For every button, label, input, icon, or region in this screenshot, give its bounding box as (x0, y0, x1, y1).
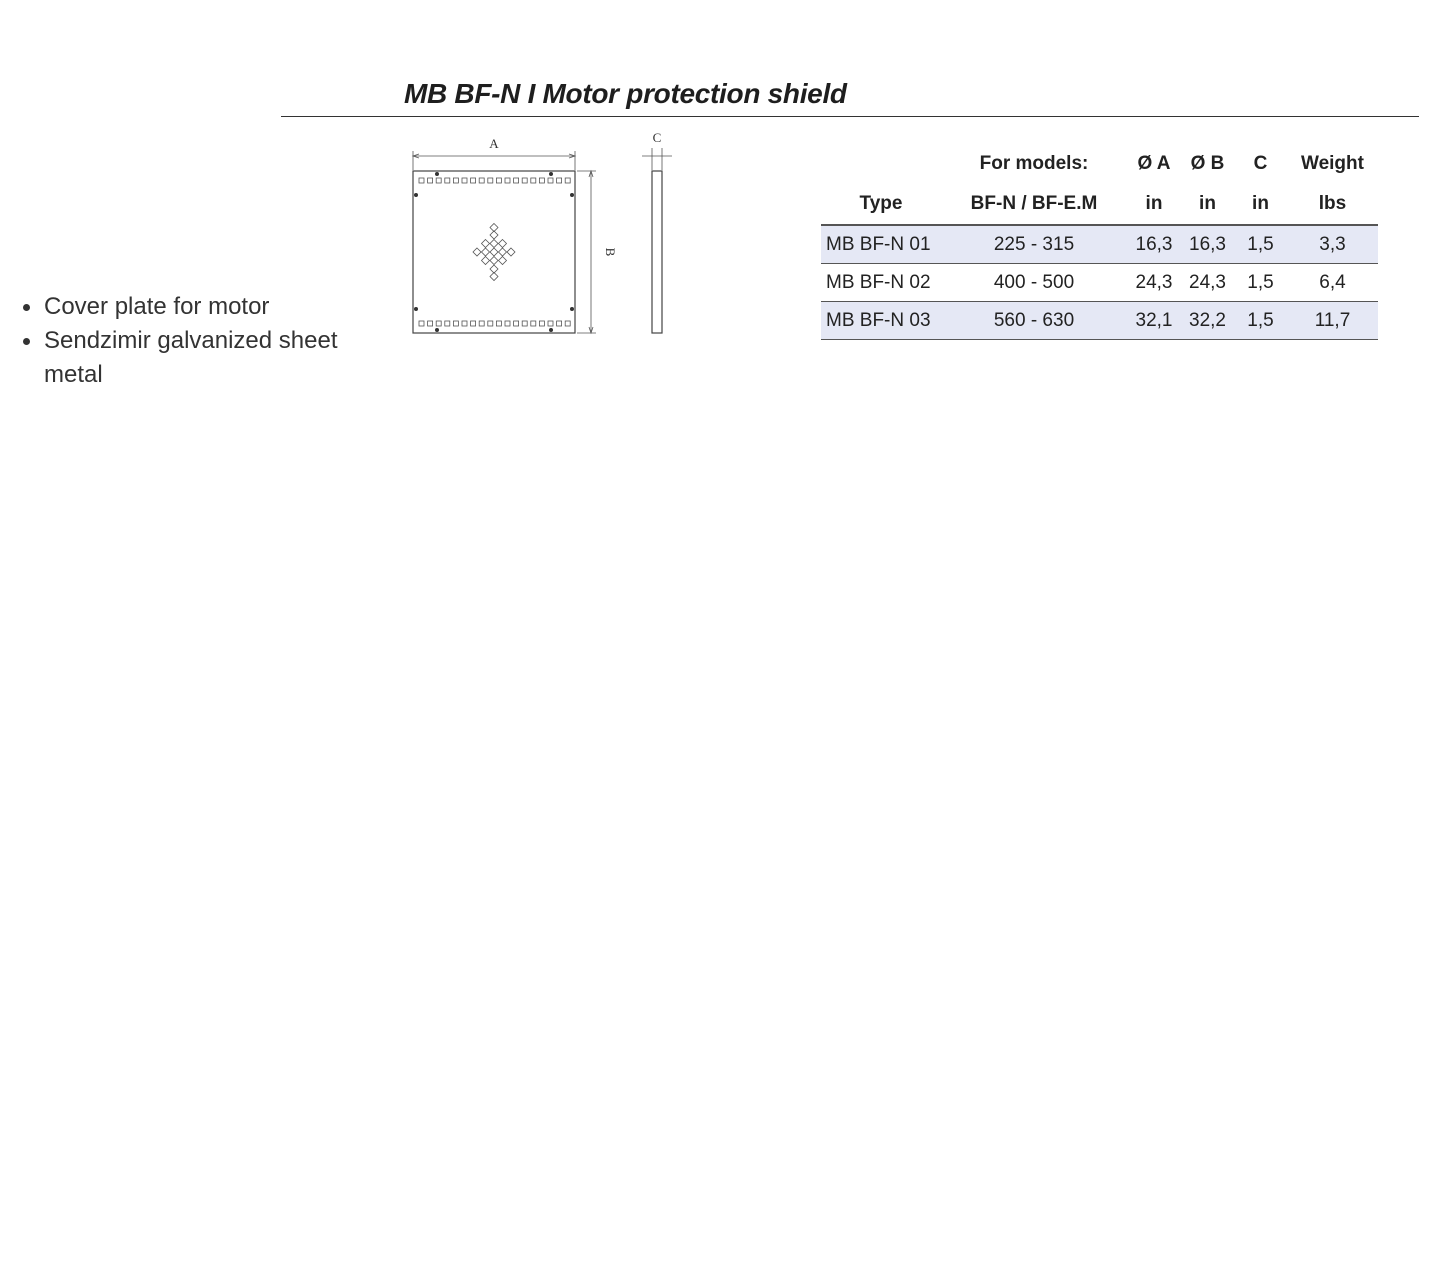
technical-drawing (400, 126, 690, 341)
cell-diameter-a: 24,3 (1127, 264, 1181, 302)
cell-type: MB BF-N 03 (821, 302, 941, 340)
table-header-row (821, 144, 1378, 184)
cell-weight: 6,4 (1287, 264, 1378, 302)
col-header: Weight (1301, 153, 1364, 174)
table-row (821, 225, 1378, 264)
plate-side (652, 171, 662, 333)
label-b: B (603, 247, 618, 257)
cell-models: 560 - 630 (941, 302, 1127, 340)
label-c: C (652, 130, 662, 145)
dimension-a (413, 151, 575, 170)
cell-c: 1,5 (1234, 225, 1287, 264)
label-a: A (489, 136, 499, 151)
cell-weight: 11,7 (1287, 302, 1378, 340)
col-header (821, 144, 941, 184)
cell-c: 1,5 (1234, 302, 1287, 340)
col-unit: Type (821, 184, 941, 225)
title-divider (281, 116, 1419, 117)
spec-table (821, 144, 1378, 340)
col-unit: in (1181, 184, 1234, 225)
dimension-b (577, 171, 596, 333)
dimension-c (642, 148, 672, 170)
cell-diameter-a: 32,1 (1127, 302, 1181, 340)
cell-diameter-b: 32,2 (1181, 302, 1234, 340)
cell-type: MB BF-N 02 (821, 264, 941, 302)
cell-c: 1,5 (1234, 264, 1287, 302)
col-unit: BF-N / BF-E.M (941, 184, 1127, 225)
col-unit: lbs (1287, 184, 1378, 225)
cell-models: 400 - 500 (941, 264, 1127, 302)
col-header: C (1253, 153, 1268, 174)
feature-item: Cover plate for motor (20, 290, 360, 324)
plate-front (413, 171, 575, 333)
table-row (821, 302, 1378, 340)
cell-diameter-b: 24,3 (1181, 264, 1234, 302)
cell-models: 225 - 315 (941, 225, 1127, 264)
table-row (821, 264, 1378, 302)
col-unit: in (1127, 184, 1181, 225)
col-header: Ø B (1190, 153, 1225, 174)
feature-item: Sendzimir galvanized sheet metal (20, 324, 360, 392)
col-header: Ø A (1137, 153, 1171, 174)
cell-diameter-a: 16,3 (1127, 225, 1181, 264)
feature-list (20, 290, 360, 392)
cell-weight: 3,3 (1287, 225, 1378, 264)
col-header: For models: (979, 153, 1089, 174)
table-units-row (821, 184, 1378, 225)
col-unit: in (1234, 184, 1287, 225)
page-title: MB BF-N I Motor protection shield (404, 78, 847, 109)
cell-type: MB BF-N 01 (821, 225, 941, 264)
cell-diameter-b: 16,3 (1181, 225, 1234, 264)
